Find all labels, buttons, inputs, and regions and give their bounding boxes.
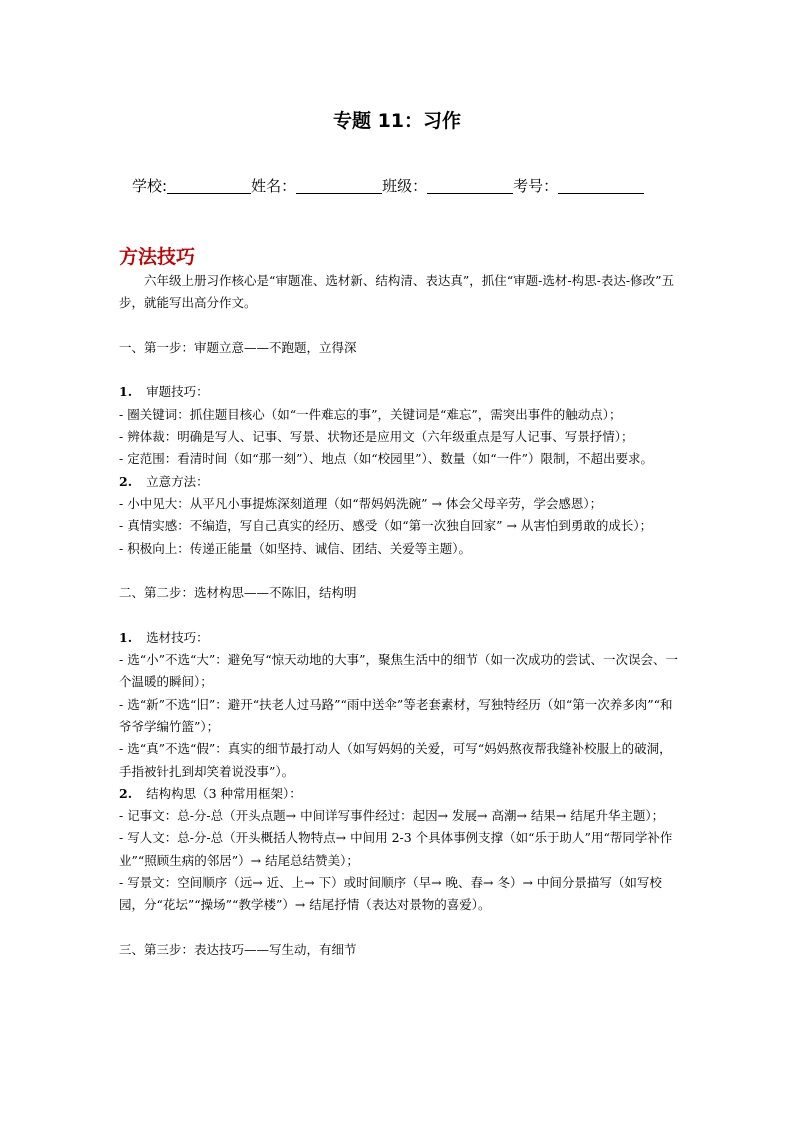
step3-heading: 三、第三步：表达技巧——写生动，有细节 [119, 941, 357, 957]
student-info-line [132, 175, 644, 196]
class-blank [427, 179, 513, 194]
step1-sub2-title: 2. 立意方法： [119, 473, 209, 489]
name-blank [296, 179, 382, 194]
list-item: - 真情实感：不编造，写自己真实的经历、感受（如“第一次独自回家” → 从害怕到勇敢的成长）； [119, 518, 653, 534]
name-label: 姓名： [251, 177, 297, 195]
list-item: - 辨体裁：明确是写人、记事、写景、状物还是应用文（六年级重点是写人记事、写景抒情）； [119, 429, 634, 445]
list-item: - 选“小”不选“大”：避免写“惊天动地的大事”，聚焦生活中的细节（如一次成功的尝试、一次误会、一个温暖的瞬间）； [119, 652, 679, 690]
exam-number-label: 考号： [513, 177, 559, 195]
class-label: 班级： [382, 177, 428, 195]
list-item: - 写景文：空间顺序（远→ 近、上→ 下）或时间顺序（早→ 晚、春→ 冬）→ 中间分景描写（如写校园，分“花坛”“操场”“教学楼”）→ 结尾抒情（表达对景物的喜爱）。 [119, 875, 662, 913]
list-item: - 圈关键词：抓住题目核心（如“一件难忘的事”，关键词是“难忘”，需突出事件的触动点）； [119, 406, 622, 422]
exam-number-blank [558, 179, 644, 194]
school-blank [167, 179, 251, 194]
section-heading: 方法技巧 [119, 246, 196, 268]
list-item: - 小中见大：从平凡小事提炼深刻道理（如“帮妈妈洗碗” → 体会父母辛劳，学会感恩）； [119, 495, 603, 511]
step2-heading: 二、第二步：选材构思——不陈旧，结构明 [119, 585, 357, 601]
list-item: - 选“真”不选“假”：真实的细节最打动人（如写妈妈的关爱，可写“妈妈熬夜帮我缝补校服上的破洞，手指被针扎到却笑着说没事”）。 [119, 741, 672, 779]
document-body [119, 270, 679, 961]
list-item: - 选“新”不选“旧”：避开“扶老人过马路”“雨中送伞”等老套素材，写独特经历（如“第一次养多肉”“和爷爷学编竹篮”）； [119, 696, 673, 734]
step2-sub2-title: 2. 结构构思（3 种常用框架）： [119, 785, 302, 801]
school-label: 学校: [132, 177, 168, 195]
step2-sub1-title: 1. 选材技巧： [119, 629, 209, 645]
page-title: 专题 11：习作 [332, 110, 462, 132]
step1-heading: 一、第一步：审题立意——不跑题，立得深 [119, 339, 357, 355]
list-item: - 记事文：总-分-总（开头点题→ 中间详写事件经过：起因→ 发展→ 高潮→ 结果→ 结尾升华主题）； [119, 808, 665, 824]
list-item: - 定范围：看清时间（如“那一刻”）、地点（如“校园里”）、数量（如“一件”）限制，不超出要求。 [119, 451, 654, 467]
list-item: - 积极向上：传递正能量（如坚持、诚信、团结、关爱等主题）。 [119, 540, 471, 556]
step1-sub1-title: 1. 审题技巧： [119, 384, 209, 400]
list-item: - 写人文：总-分-总（开头概括人物特点→ 中间用 2-3 个具体事例支撑（如“乐于助人”用“帮同学补作业”“照顾生病的邻居”）→ 结尾总结赞美）； [119, 830, 673, 868]
intro-paragraph: 六年级上册习作核心是“审题准、选材新、结构清、表达真”，抓住“审题-选材-构思-表达-修改”五步，就能写出高分作文。 [119, 273, 674, 311]
